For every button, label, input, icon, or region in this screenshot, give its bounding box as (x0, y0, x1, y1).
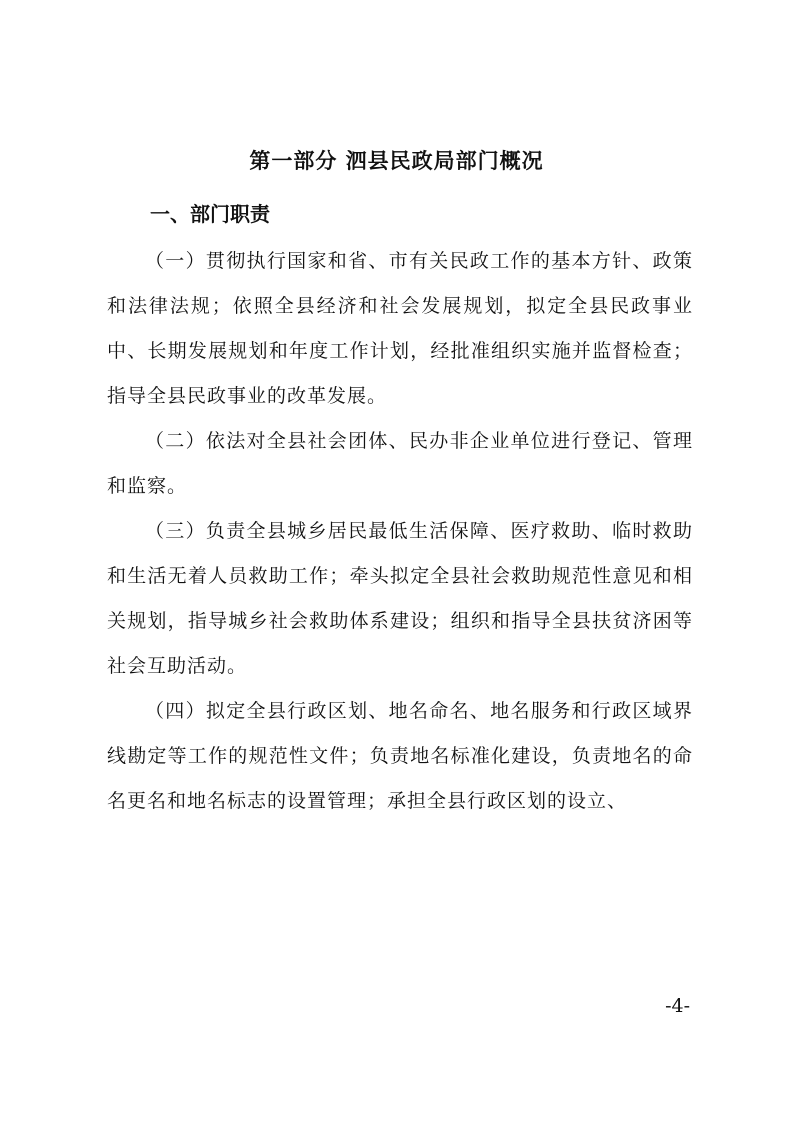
page-title: 第一部分 泗县民政局部门概况 (249, 148, 544, 173)
paragraph-duty-3: （三）负责全县城乡居民最低生活保障、医疗救助、临时救助和生活无着人员救助工作；牵头拟定全县社会救助规范性意见和相关规划，指导城乡社会救助体系建设；组织和指导全县扶贫济困等社会互助活动。 (107, 520, 693, 677)
section-heading-duties: 一、部门职责 (150, 202, 270, 226)
paragraph-duty-1: （一）贯彻执行国家和省、市有关民政工作的基本方针、政策和法律法规；依照全县经济和社会发展规划，拟定全县民政事业中、长期发展规划和年度工作计划，经批准组织实施并监督检查；指导全县民政事业的改革发展。 (107, 250, 693, 407)
page-number: -4- (665, 995, 690, 1017)
paragraph-duty-2: （二）依法对全县社会团体、民办非企业单位进行登记、管理和监察。 (107, 430, 693, 497)
body-text (107, 239, 693, 824)
paragraph-duty-4: （四）拟定全县行政区划、地名命名、地名服务和行政区域界线勘定等工作的规范性文件；负责地名标准化建设，负责地名的命名更名和地名标志的设置管理；承担全县行政区划的设立、 (107, 700, 693, 812)
